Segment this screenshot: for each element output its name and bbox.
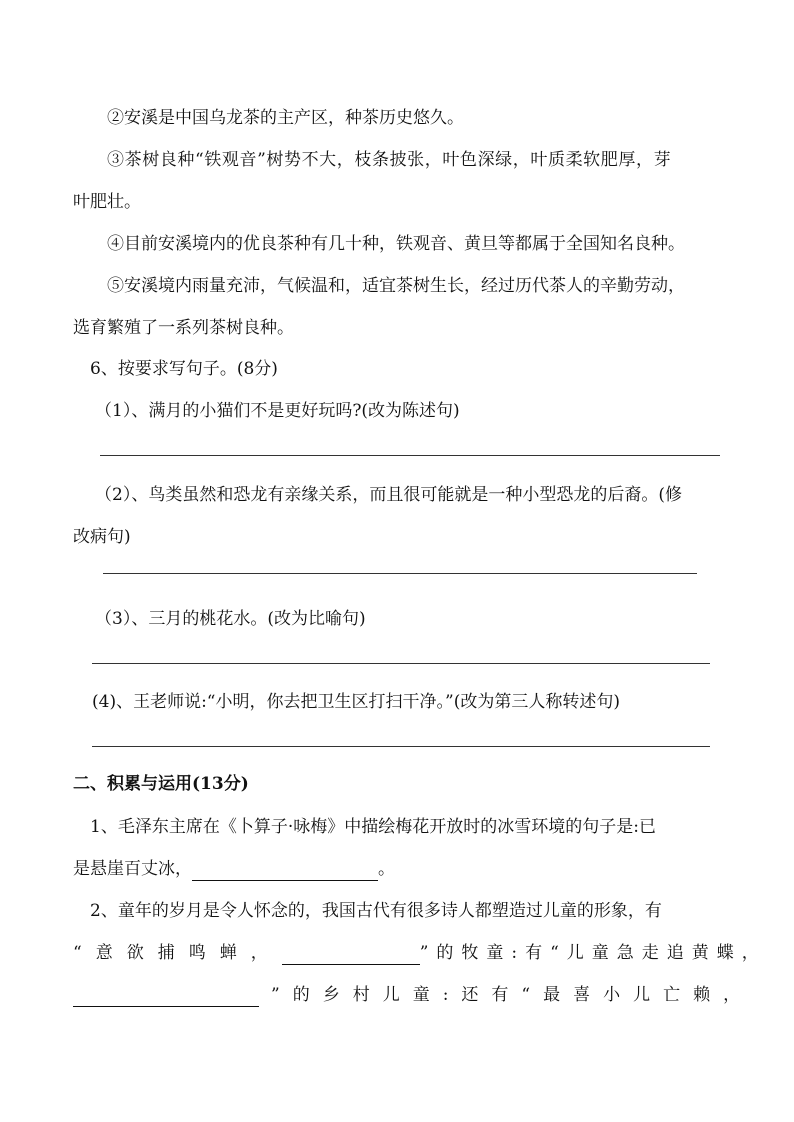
answer-line-4[interactable]	[92, 746, 710, 747]
question-6-item-2-line2: 改病句)	[73, 527, 131, 547]
section-2-q1-line1: 1、毛泽东主席在《卜算子·咏梅》中描绘梅花开放时的冰雪环境的句子是:已	[90, 817, 656, 837]
q2-answer-blank-2[interactable]	[73, 988, 259, 1007]
q1-prefix: 是悬崖百丈冰，	[73, 859, 192, 879]
q1-answer-blank[interactable]	[192, 862, 378, 881]
question-6-item-2-line1: （2）、鸟类虽然和恐龙有亲缘关系，而且很可能就是一种小型恐龙的后裔。(修	[95, 485, 682, 505]
sentence-5-line1: ⑤安溪境内雨量充沛，气候温和，适宜茶树生长，经过历代茶人的辛勤劳动，	[107, 276, 685, 296]
section-2-title: 二、积累与运用(13分)	[73, 774, 249, 794]
section-2-q1-line2	[73, 857, 395, 881]
q2-tail: ”的乡村儿童:还有“最喜小儿亡赖，	[271, 985, 754, 1005]
q2-middle: ”的牧童:有“儿童急走追黄蝶，	[419, 943, 767, 963]
q2-answer-blank-1[interactable]	[282, 946, 420, 965]
sentence-5-line2: 选育繁殖了一系列茶树良种。	[73, 318, 294, 338]
sentence-3-line2: 叶肥壮。	[73, 192, 141, 212]
section-2-q2-line2	[73, 941, 767, 965]
answer-line-3[interactable]	[92, 663, 710, 664]
section-2-q2-line3	[73, 983, 753, 1007]
question-6-item-1: （1）、满月的小猫们不是更好玩吗?(改为陈述句)	[95, 401, 460, 421]
q2-prefix: “意欲捕鸣蝉，	[73, 943, 282, 963]
q1-suffix: 。	[378, 859, 395, 879]
sentence-3-line1: ③茶树良种“铁观音”树势不大，枝条披张，叶色深绿，叶质柔软肥厚，芽	[107, 150, 672, 170]
sentence-2: ②安溪是中国乌龙茶的主产区，种茶历史悠久。	[107, 108, 464, 128]
question-6-item-4: (4)、王老师说:“小明，你去把卫生区打扫干净。”(改为第三人称转述句)	[92, 692, 620, 712]
section-2-q2-line1: 2、童年的岁月是令人怀念的，我国古代有很多诗人都塑造过儿童的形象，有	[90, 901, 662, 921]
question-6-title: 6、按要求写句子。(8分)	[90, 359, 278, 379]
sentence-4: ④目前安溪境内的优良茶种有几十种，铁观音、黄旦等都属于全国知名良种。	[107, 234, 685, 254]
question-6-item-3: （3）、三月的桃花水。(改为比喻句)	[95, 609, 366, 629]
answer-line-2[interactable]	[103, 573, 697, 574]
answer-line-1[interactable]	[100, 455, 720, 456]
